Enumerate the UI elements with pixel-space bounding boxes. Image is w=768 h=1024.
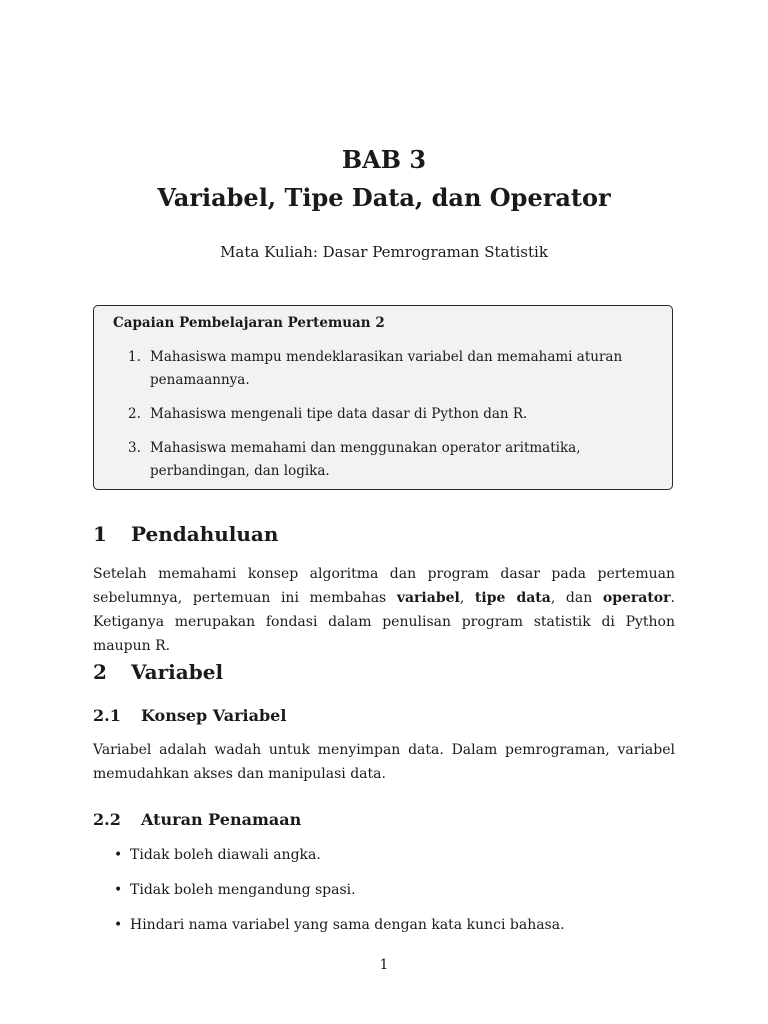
chapter-label: BAB 3: [341, 145, 427, 174]
rule-text: Tidak boleh diawali angka.: [130, 847, 321, 863]
bullet-icon: •: [114, 882, 123, 898]
objective-text: Mahasiswa mengenali tipe data dasar di Python dan R.: [150, 406, 528, 422]
objective-text: Mahasiswa mampu mendeklarasikan variabel dan memahami aturan penamaannya.: [150, 349, 623, 388]
course-name: Mata Kuliah: Dasar Pemrograman Statistik: [220, 243, 548, 261]
konsep-paragraph: Variabel adalah wadah untuk menyimpan data. Dalam pemrograman, variabel memudahkan akses dan manipulasi data.: [93, 742, 675, 782]
subsection-number: 2.2: [93, 810, 121, 829]
subsection-number: 2.1: [93, 706, 121, 725]
subsection-heading-aturan: [93, 810, 301, 829]
section-number: 2: [93, 660, 107, 684]
objective-number: 3.: [128, 440, 141, 456]
subsection-title: Konsep Variabel: [141, 706, 287, 725]
objective-item: [128, 403, 656, 426]
bullet-icon: •: [114, 917, 123, 933]
intro-text-end: . Ketiganya merupakan fondasi dalam penulisan program statistik di Python maupun R.: [93, 590, 675, 654]
term-tipe-data: tipe data: [474, 590, 551, 606]
learning-objectives-box: [93, 305, 673, 490]
section-heading-variabel: [93, 660, 223, 684]
objective-number: 2.: [128, 406, 141, 422]
separator: ,: [459, 590, 475, 606]
list-item: [93, 913, 675, 948]
document-page: [93, 0, 675, 1024]
term-variabel: variabel: [396, 590, 460, 606]
list-item: [93, 878, 675, 913]
objective-number: 1.: [128, 349, 141, 365]
objectives-list: [128, 346, 656, 494]
intro-text: Setelah memahami konsep algoritma dan program dasar pada pertemuan sebelumnya, pertemuan ini membahas: [93, 566, 675, 606]
bullet-icon: •: [114, 847, 123, 863]
separator: , dan: [550, 590, 603, 606]
page-number: 1: [379, 957, 389, 973]
rule-text: Tidak boleh mengandung spasi.: [130, 882, 356, 898]
objective-item: [128, 346, 656, 392]
naming-rules-list: [93, 843, 675, 948]
intro-paragraph: [93, 562, 675, 658]
subsection-heading-konsep: [93, 706, 286, 725]
objective-text: Mahasiswa memahami dan menggunakan operator aritmatika, perbandingan, dan logika.: [150, 440, 581, 479]
section-title: Variabel: [131, 660, 224, 684]
section-heading-pendahuluan: [93, 522, 278, 546]
objective-item: [128, 437, 656, 483]
section-title: Pendahuluan: [131, 522, 279, 546]
subsection-title: Aturan Penamaan: [141, 810, 302, 829]
chapter-title: Variabel, Tipe Data, dan Operator: [157, 183, 611, 212]
list-item: [93, 843, 675, 878]
term-operator: operator: [602, 590, 671, 606]
objectives-title: Capaian Pembelajaran Pertemuan 2: [113, 315, 385, 331]
rule-text: Hindari nama variabel yang sama dengan kata kunci bahasa.: [130, 917, 565, 933]
section-number: 1: [93, 522, 107, 546]
